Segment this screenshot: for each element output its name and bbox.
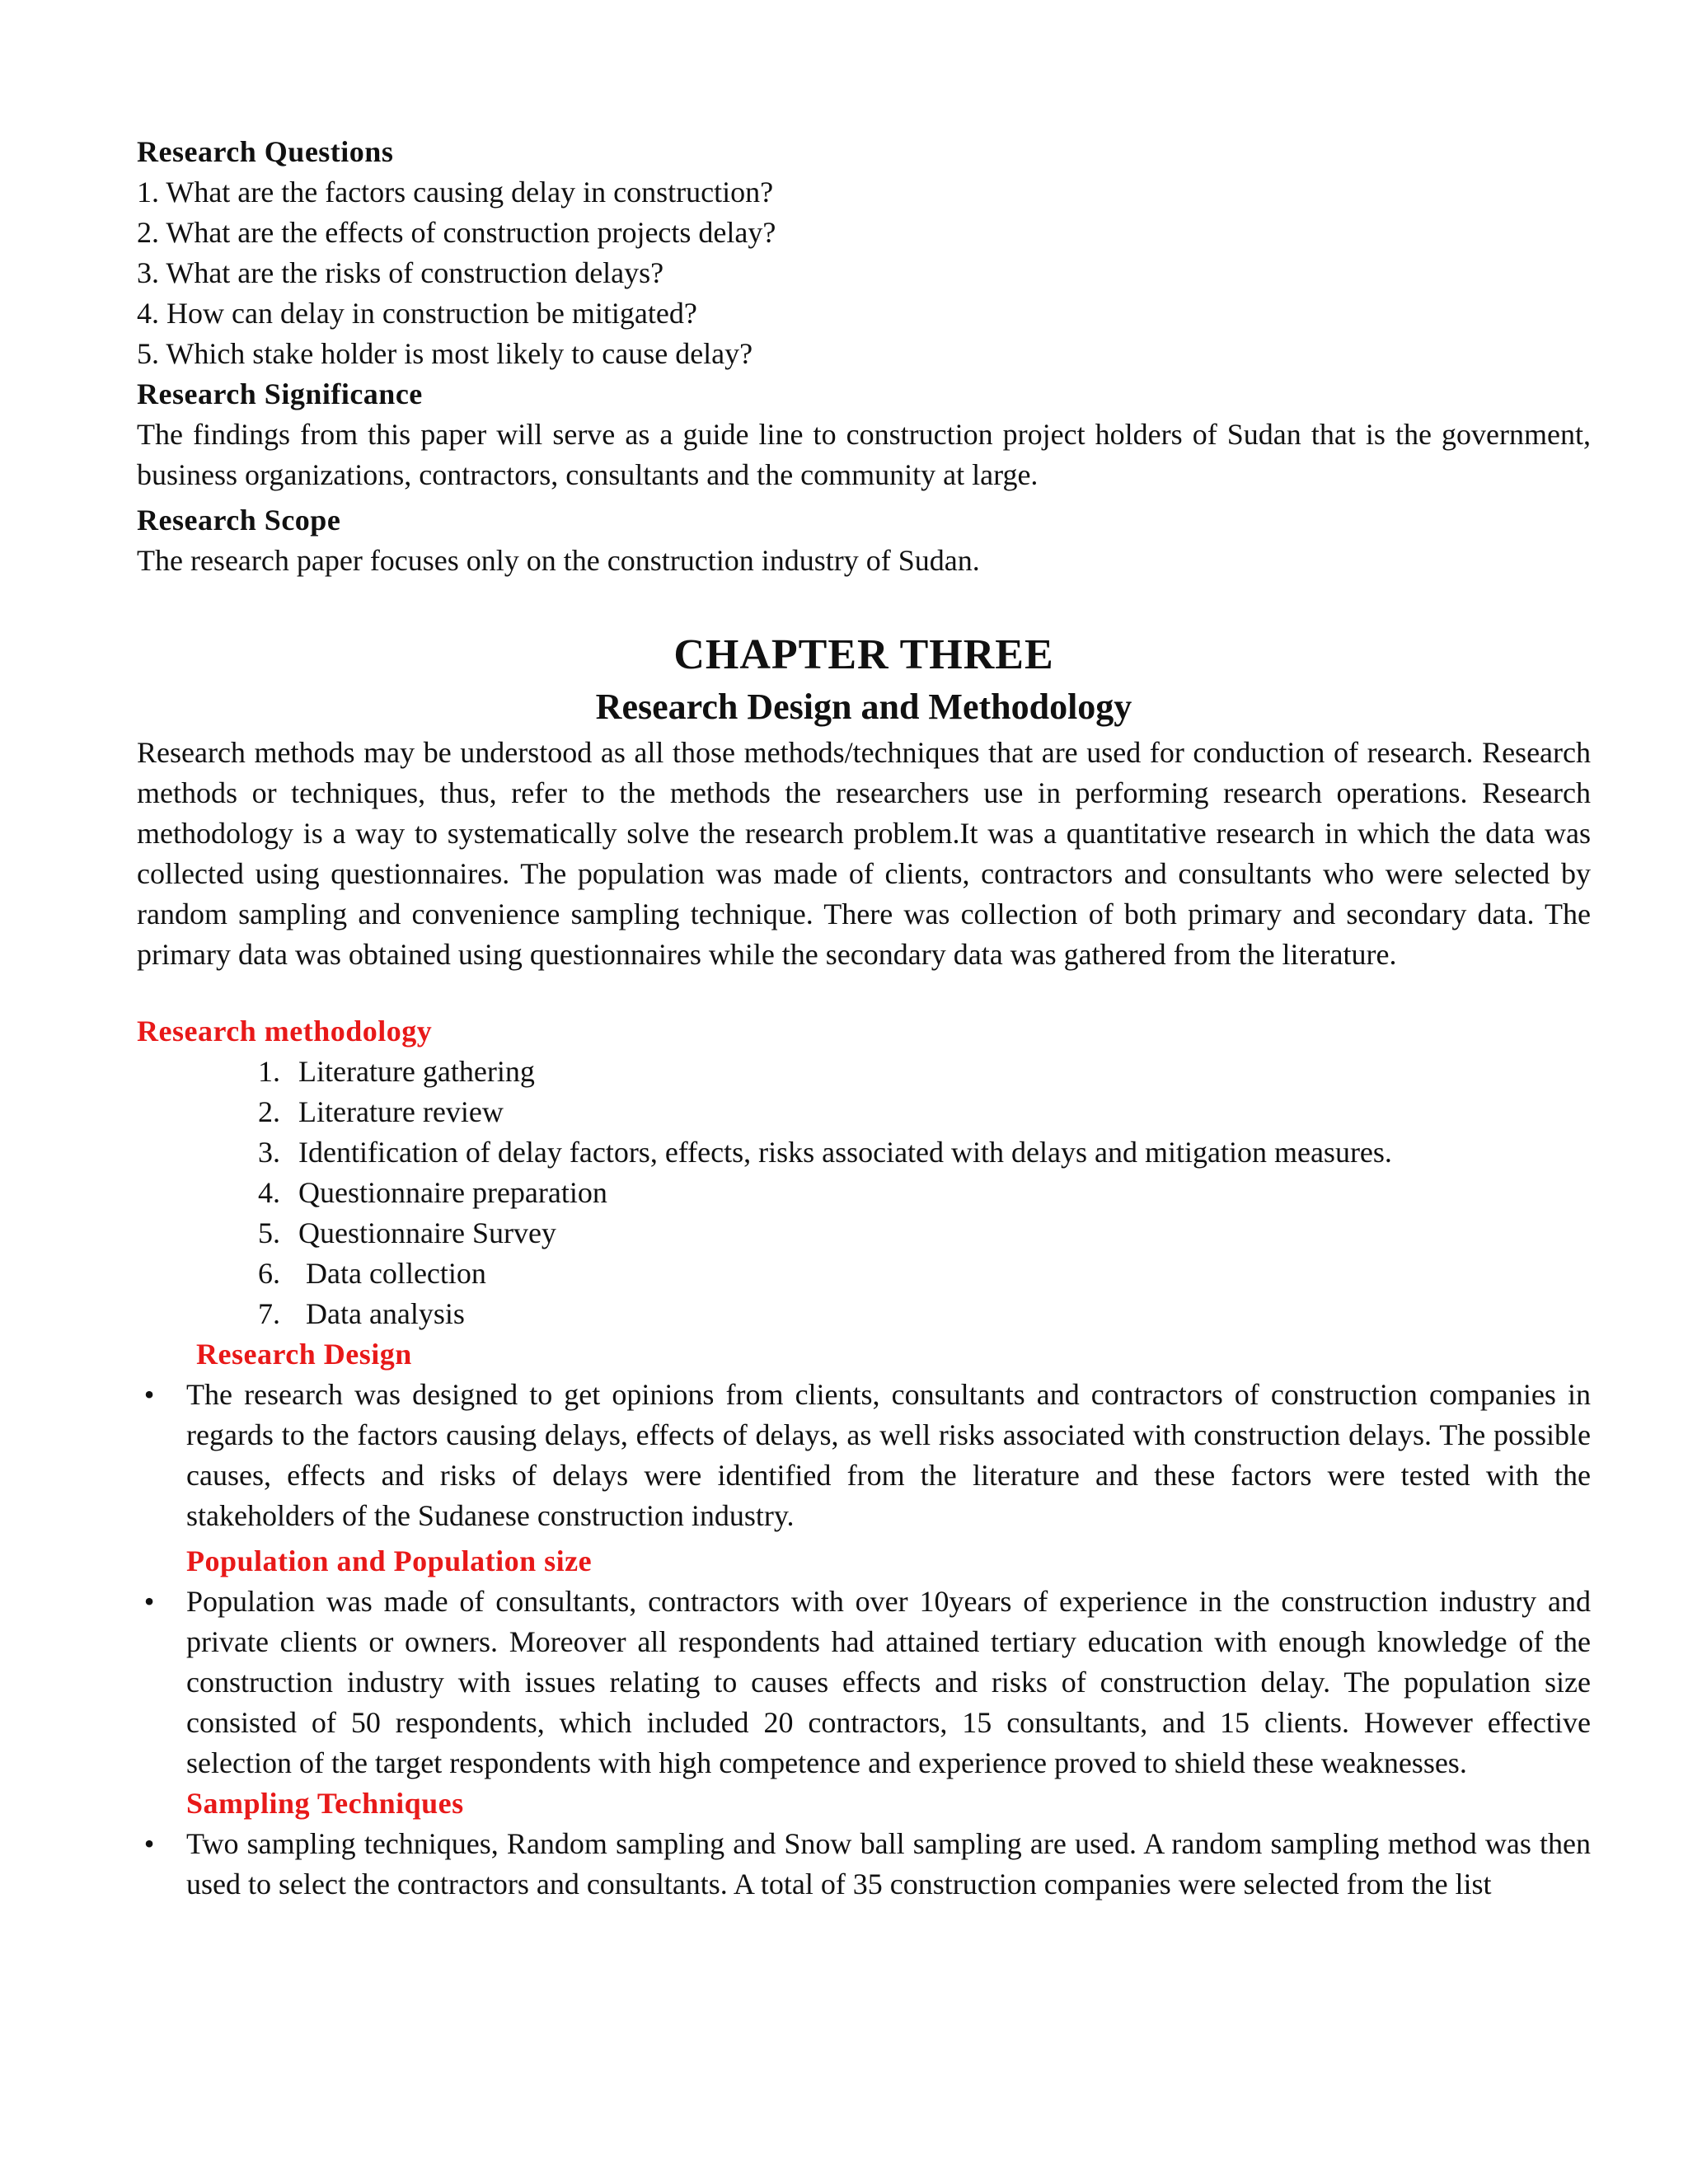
step-number: 5. xyxy=(258,1216,280,1249)
research-methodology-heading: Research methodology xyxy=(137,1015,433,1047)
research-significance-heading: Research Significance xyxy=(137,377,423,410)
step-number: 1. xyxy=(258,1055,280,1088)
methodology-step xyxy=(137,1132,1591,1173)
bullet-icon: • xyxy=(143,1378,155,1411)
sampling-bullet xyxy=(137,1824,1591,1905)
step-number: 6. xyxy=(258,1257,280,1290)
sampling-heading: Sampling Techniques xyxy=(186,1787,464,1820)
research-question-item: 2. What are the effects of construction projects delay? xyxy=(137,216,776,249)
research-scope-text: The research paper focuses only on the construction industry of Sudan. xyxy=(137,544,980,577)
research-design-heading: Research Design xyxy=(196,1338,412,1371)
methodology-step xyxy=(137,1213,1591,1254)
step-text: Data collection xyxy=(298,1257,486,1290)
sampling-text: Two sampling techniques, Random sampling and Snow ball sampling are used. A random sampling method was then used to select the contractors and consultants. A total of 35 construction companies were selected from the list xyxy=(186,1827,1591,1900)
chapter-title: CHAPTER THREE xyxy=(673,631,1054,678)
population-text: Population was made of consultants, contractors with over 10years of experience in the construction industry and private clients or owners. Moreover all respondents had attained tertiary education with enough knowledge of the construction industry with issues relating to causes effects and risks of construction delay. The population size consisted of 50 respondents, which included 20 contractors, 15 consultants, and 15 clients. However effective selection of the target respondents with high competence and experience proved to shield these weaknesses. xyxy=(186,1585,1591,1779)
methodology-step xyxy=(137,1254,1591,1294)
research-question-item: 4. How can delay in construction be mitigated? xyxy=(137,297,697,330)
step-text: Questionnaire preparation xyxy=(298,1176,607,1209)
chapter-intro-paragraph: Research methods may be understood as all those methods/techniques that are used for conduction of research. Research methods or techniques, thus, refer to the methods the researchers use in performing research operations. Research methodology is a way to systematically solve the research problem.It was a quantitative research in which the data was collected using questionnaires. The population was made of clients, contractors and consultants who were selected by random sampling and convenience sampling technique. There was collection of both primary and secondary data. The primary data was obtained using questionnaires while the secondary data was gathered from the literature. xyxy=(137,736,1591,971)
research-design-bullet xyxy=(137,1375,1591,1536)
research-question-item: 3. What are the risks of construction delays? xyxy=(137,256,664,289)
research-design-text: The research was designed to get opinions from clients, consultants and contractors of construction companies in regards to the factors causing delays, effects of delays, as well risks associated with construction delays. The possible causes, effects and risks of delays were identified from the literature and these factors were tested with the stakeholders of the Sudanese construction industry. xyxy=(186,1378,1591,1532)
methodology-step xyxy=(137,1173,1591,1213)
research-scope-heading: Research Scope xyxy=(137,504,341,537)
step-text: Data analysis xyxy=(298,1297,465,1330)
research-significance-text: The findings from this paper will serve as a guide line to construction project holders of Sudan that is the government, business organizations, contractors, consultants and the community at large. xyxy=(137,418,1591,491)
methodology-step xyxy=(137,1092,1591,1132)
population-heading: Population and Population size xyxy=(186,1544,593,1577)
methodology-step xyxy=(137,1052,1591,1092)
bullet-icon: • xyxy=(143,1827,155,1860)
methodology-steps-list xyxy=(137,1052,1591,1334)
research-questions-heading: Research Questions xyxy=(137,135,394,168)
bullet-icon: • xyxy=(143,1585,155,1618)
step-text: Identification of delay factors, effects, risks associated with delays and mitigation measures. xyxy=(298,1136,1392,1169)
methodology-step xyxy=(137,1294,1591,1334)
step-number: 4. xyxy=(258,1176,280,1209)
step-number: 3. xyxy=(258,1136,280,1169)
step-number: 7. xyxy=(258,1297,280,1330)
population-bullet xyxy=(137,1582,1591,1783)
step-text: Questionnaire Survey xyxy=(298,1216,556,1249)
research-question-item: 1. What are the factors causing delay in construction? xyxy=(137,176,774,209)
chapter-subtitle: Research Design and Methodology xyxy=(595,687,1132,727)
page-content xyxy=(137,132,1591,1905)
step-text: Literature gathering xyxy=(298,1055,535,1088)
research-question-item: 5. Which stake holder is most likely to cause delay? xyxy=(137,337,753,370)
step-text: Literature review xyxy=(298,1095,504,1128)
step-number: 2. xyxy=(258,1095,280,1128)
